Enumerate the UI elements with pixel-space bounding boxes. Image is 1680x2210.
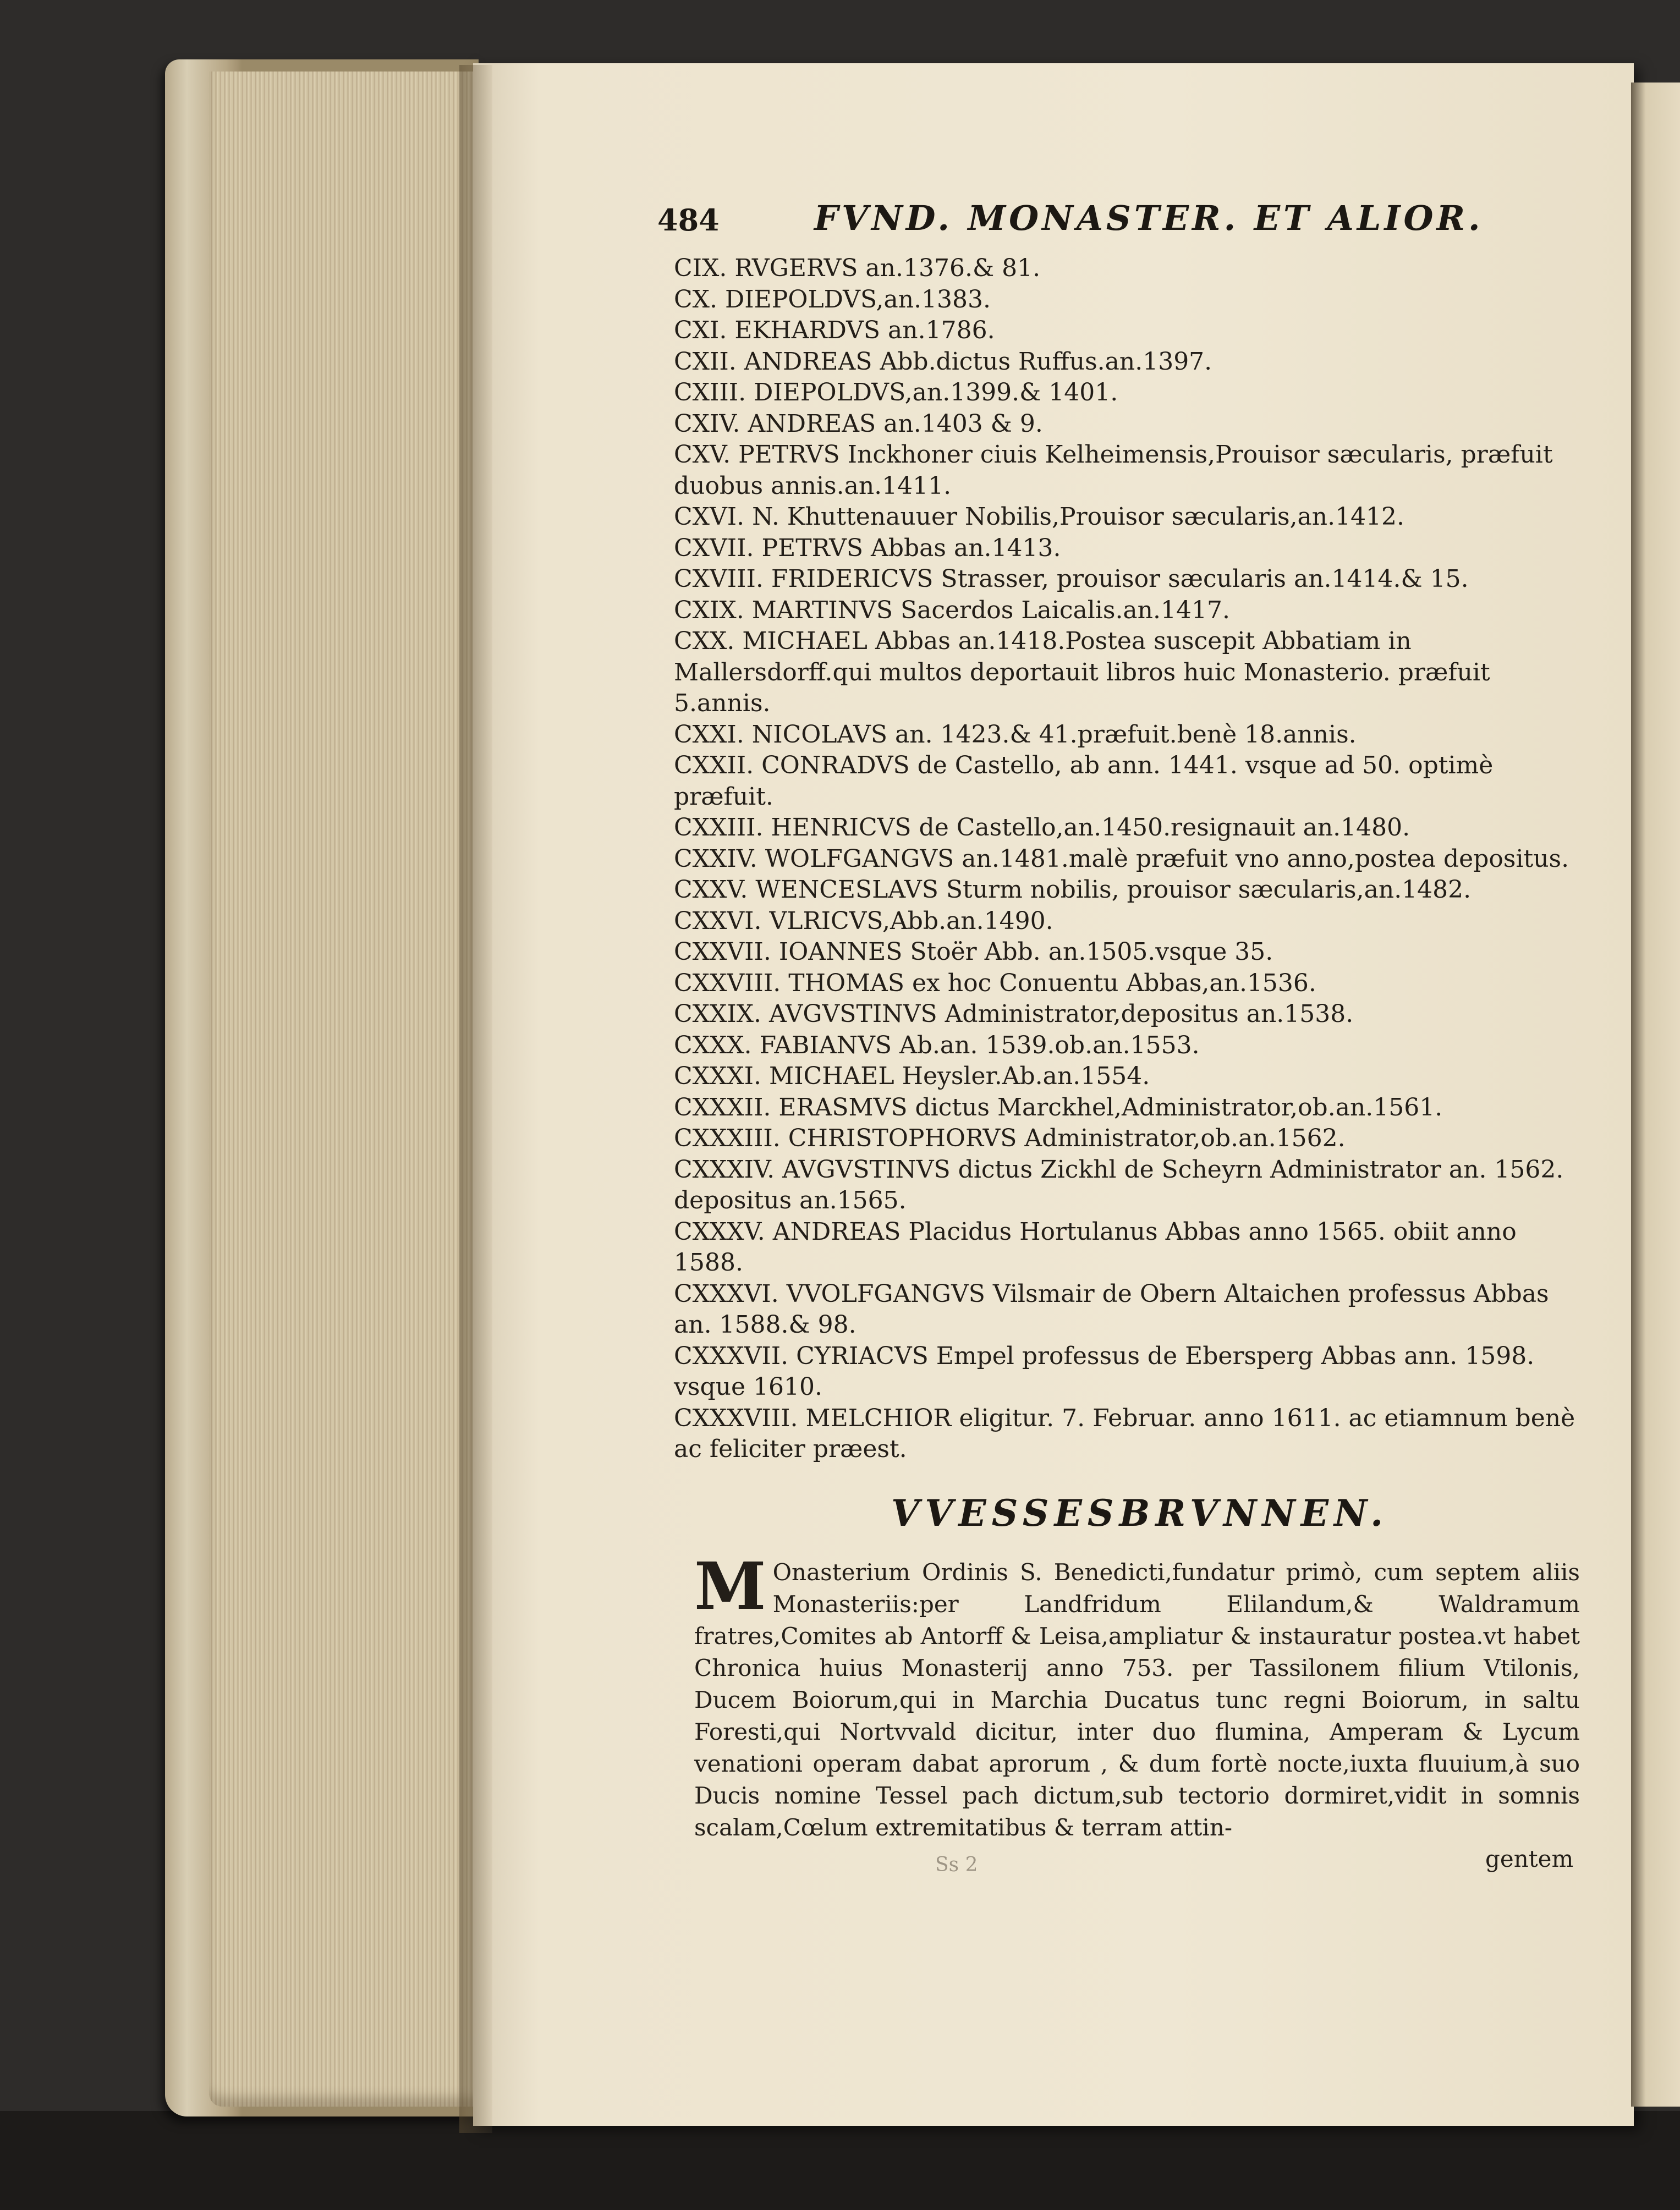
entry-number: CXXVI. [674, 906, 762, 935]
entry-text: MELCHIOR eligitur. 7. Februar. anno 1611. ac etiamnum benè ac feliciter præest. [674, 1404, 1575, 1463]
abbot-entry [674, 812, 1576, 844]
entry-number: CXXIV. [674, 844, 757, 873]
abbot-entry [674, 875, 1576, 906]
catchword: gentem [1485, 1845, 1574, 1872]
entry-text: ERASMVS dictus Marckhel,Administrator,ob.an.1561. [778, 1093, 1443, 1122]
entry-text: WENCESLAVS Sturm nobilis, prouisor sæcularis,an.1482. [755, 876, 1472, 904]
facing-page-edge [1631, 83, 1680, 2107]
entry-number: CXX. [674, 627, 735, 655]
running-head-title: FVND. MONASTER. ET ALIOR. [814, 198, 1484, 238]
abbot-entry [674, 502, 1576, 533]
abbot-entry [674, 999, 1576, 1030]
section-heading: VVESSESBRVNNEN. [891, 1492, 1389, 1535]
entry-number: CX. [674, 285, 717, 314]
entry-text: THOMAS ex hoc Conuentu Abbas,an.1536. [788, 969, 1316, 997]
entry-text: WOLFGANGVS an.1481.malè præfuit vno anno,postea depositus. [765, 844, 1569, 873]
entry-text: ANDREAS Placidus Hortulanus Abbas anno 1565. obiit anno 1588. [674, 1217, 1517, 1277]
entry-text: CHRISTOPHORVS Administrator,ob.an.1562. [788, 1124, 1346, 1152]
entry-number: CXVI. [674, 503, 745, 531]
entry-number: CXI. [674, 316, 727, 344]
entry-text: VVOLFGANGVS Vilsmair de Obern Altaichen professus Abbas an. 1588.& 98. [674, 1279, 1549, 1339]
entry-number: CXXXII. [674, 1093, 771, 1122]
monastery-paragraph [694, 1548, 1580, 1844]
entry-text: RVGERVS an.1376.& 81. [734, 254, 1041, 282]
entry-text: DIEPOLDVS,an.1399.& 1401. [754, 378, 1118, 406]
entry-number: CXXIII. [674, 813, 764, 842]
page-edges [209, 72, 479, 2107]
abbot-entry [674, 564, 1576, 595]
entry-text: AVGVSTINVS Administrator,depositus an.1538. [769, 1000, 1354, 1028]
abbot-entry [674, 626, 1576, 719]
entry-text: CYRIACVS Empel professus de Ebersperg Abbas ann. 1598. vsque 1610. [674, 1342, 1535, 1401]
entry-text: AVGVSTINVS dictus Zickhl de Scheyrn Administrator an. 1562. depositus an.1565. [674, 1155, 1564, 1214]
abbot-entry [674, 1092, 1576, 1124]
entry-text: ANDREAS an.1403 & 9. [748, 409, 1043, 438]
abbot-entry [674, 750, 1576, 812]
entry-number: CXXXVII. [674, 1342, 789, 1370]
abbot-entry [674, 377, 1576, 409]
entry-text: FABIANVS Ab.an. 1539.ob.an.1553. [759, 1031, 1200, 1059]
entry-number: CXXV. [674, 876, 748, 904]
entry-number: CXXXIII. [674, 1124, 781, 1152]
entry-number: CXXVII. [674, 938, 771, 966]
entry-text: N. Khuttenauuer Nobilis,Prouisor sæcularis,an.1412. [752, 503, 1405, 531]
abbot-entry [674, 315, 1576, 347]
abbot-entry [674, 719, 1576, 751]
entry-text: ANDREAS Abb.dictus Ruffus.an.1397. [744, 347, 1212, 376]
abbot-list [674, 253, 1576, 1465]
abbot-entry [674, 533, 1576, 564]
entry-text: IOANNES Stoër Abb. an.1505.vsque 35. [778, 938, 1273, 966]
entry-number: CXIX. [674, 596, 744, 624]
abbot-entry [674, 1123, 1576, 1155]
entry-text: MICHAEL Abbas an.1418.Postea suscepit Abbatiam in Mallersdorff.qui multos deportauit libros huic Monasterio. præfuit 5.annis. [674, 627, 1490, 717]
abbot-entry [674, 409, 1576, 440]
entry-number: CXV. [674, 441, 731, 469]
abbot-entry [674, 439, 1576, 502]
paragraph-text: Onasterium Ordinis S. Benedicti,fundatur primò, cum septem aliis Monasteriis:per Landfridum Elilandum,& Waldramum fratres,Comites ab Antorff & Leisa,ampliatur & instauratur postea.vt habet Chronica huius Monasterij anno 753. per Tassilonem filium Vtilonis, Ducem Boiorum,qui in Marchia Ducatus tunc regni Boiorum, in saltu Foresti,qui Nortvvald dicitur, inter duo flumina, Amperam & Lycum venationi operam dabat aprorum , & dum fortè nocte,iuxta fluuium,à suo Ducis nomine Tessel pach dictum,sub tectorio dormiret,vidit in somnis scalam,Cœlum extremitatibus & terram attin- [694, 1559, 1580, 1841]
entry-text: PETRVS Abbas an.1413. [761, 534, 1061, 562]
entry-text: FRIDERICVS Strasser, prouisor sæcularis an.1414.& 15. [771, 565, 1469, 593]
abbot-entry [674, 253, 1576, 284]
abbot-entry [674, 844, 1576, 875]
entry-number: CXXXVI. [674, 1279, 779, 1308]
abbot-entry [674, 1403, 1576, 1465]
abbot-entry [674, 347, 1576, 378]
entry-number: CXIII. [674, 378, 746, 406]
background-dark [0, 2111, 1680, 2210]
entry-text: PETRVS Inckhoner ciuis Kelheimensis,Prouisor sæcularis, præfuit duobus annis.an.1411. [674, 441, 1553, 500]
entry-text: MARTINVS Sacerdos Laicalis.an.1417. [751, 596, 1230, 624]
entry-text: HENRICVS de Castello,an.1450.resignauit an.1480. [771, 813, 1410, 842]
page-number: 484 [657, 202, 720, 238]
entry-number: CXXXV. [674, 1217, 765, 1246]
abbot-entry [674, 968, 1576, 999]
entry-number: CXVIII. [674, 565, 764, 593]
entry-number: CXIV. [674, 409, 740, 438]
abbot-entry [674, 1061, 1576, 1092]
abbot-entry [674, 1279, 1576, 1341]
entry-number: CXXXI. [674, 1062, 762, 1090]
entry-number: CXXII. [674, 751, 754, 779]
abbot-entry [674, 284, 1576, 316]
page-gutter-shadow [459, 65, 492, 2133]
abbot-entry [674, 1217, 1576, 1279]
abbot-entry [674, 937, 1576, 968]
entry-number: CXXVIII. [674, 969, 781, 997]
entry-number: CXXXVIII. [674, 1404, 798, 1432]
entry-number: CXII. [674, 347, 737, 376]
entry-number: CXXIX. [674, 1000, 762, 1028]
entry-text: CONRADVS de Castello, ab ann. 1441. vsque ad 50. optimè præfuit. [674, 751, 1494, 811]
abbot-entry [674, 1341, 1576, 1403]
entry-number: CIX. [674, 254, 727, 282]
signature-mark: Ss 2 [935, 1854, 978, 1876]
entry-text: EKHARDVS an.1786. [734, 316, 995, 344]
entry-number: CXXX. [674, 1031, 752, 1059]
entry-text: NICOLAVS an. 1423.& 41.præfuit.benè 18.annis. [751, 720, 1357, 749]
abbot-entry [674, 595, 1576, 626]
entry-text: VLRICVS,Abb.an.1490. [769, 906, 1053, 935]
entry-number: CXXI. [674, 720, 744, 749]
abbot-entry [674, 906, 1576, 937]
entry-text: MICHAEL Heysler.Ab.an.1554. [769, 1062, 1150, 1090]
entry-number: CXVII. [674, 534, 754, 562]
abbot-entry [674, 1155, 1576, 1217]
abbot-entry [674, 1030, 1576, 1062]
drop-capital: M [694, 1548, 766, 1624]
entry-text: DIEPOLDVS,an.1383. [724, 285, 991, 314]
entry-number: CXXXIV. [674, 1155, 775, 1184]
